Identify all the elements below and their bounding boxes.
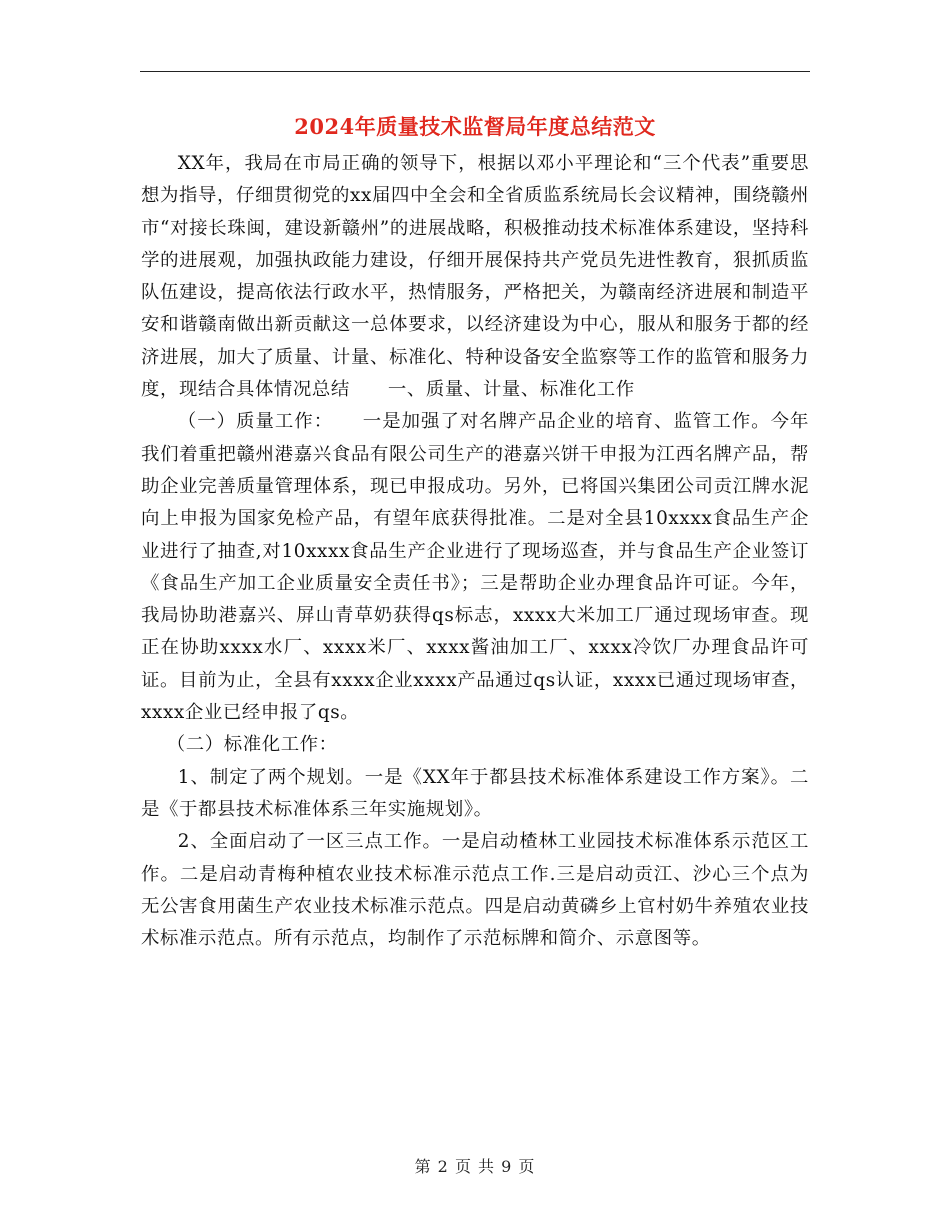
paragraph-two-plans: 1、制定了两个规划。一是《XX年于都县技术标准体系建设工作方案》。二是《于都县技术标准体系三年实施规划》。 <box>141 766 809 820</box>
header-rule <box>140 71 810 72</box>
paragraph-quality-work: （一）质量工作： 一是加强了对名牌产品企业的培育、监管工作。今年我们着重把赣州港嘉兴食品有限公司生产的港嘉兴饼干申报为江西名牌产品，帮助企业完善质量管理体系，现已申报成功。另外，已将国兴集团公司贡江牌水泥向上申报为国家免检产品，有望年底获得批准。二是对全县10xxxx食品生产企业进行了抽查,对10xxxx食品生产企业进行了现场巡查，并与食品生产企业签订《食品生产加工企业质量安全责任书》；三是帮助企业办理食品许可证。今年，我局协助港嘉兴、屏山青草奶获得qs标志，xxxx大米加工厂通过现场审查。现正在协助xxxx水厂、xxxx米厂、xxxx酱油加工厂、xxxx冷饮厂办理食品许可证。目前为止，全县有xxxx企业xxxx产品通过qs认证，xxxx已通过现场审查，xxxx企业已经申报了qs。 <box>141 411 809 724</box>
paragraph-intro: XX年，我局在市局正确的领导下，根据以邓小平理论和“三个代表”重要思想为指导，仔细贯彻党的xx届四中全会和全省质监系统局长会议精神，围绕赣州市“对接长珠闽，建设新赣州”的进展战略，积极推动技术标准体系建设，坚持科学的进展观，加强执政能力建设，仔细开展保持共产党员先进性教育，狠抓质监队伍建设，提高依法行政水平，热情服务，严格把关，为赣南经济进展和制造平安和谐赣南做出新贡献这一总体要求，以经济建设为中心，服从和服务于都的经济进展，加大了质量、计量、标准化、特种设备安全监察等工作的监管和服务力度，现结合具体情况总结 一、质量、计量、标准化工作 <box>141 153 809 401</box>
document-title: 2024年质量技术监督局年度总结范文 <box>294 114 656 139</box>
paragraph-one-zone-three-points: 2、全面启动了一区三点工作。一是启动楂林工业园技术标准体系示范区工作。二是启动青梅种植农业技术标准示范点工作.三是启动贡江、沙心三个点为无公害食用菌生产农业技术标准示范点。四是启动黄磷乡上官村奶牛养殖农业技术标准示范点。所有示范点，均制作了示范标牌和简介、示意图等。 <box>141 831 809 950</box>
document-body <box>141 148 809 955</box>
paragraph-standardization-heading: （二）标准化工作： <box>166 734 338 756</box>
page-number: 第 2 页 共 9 页 <box>414 1157 536 1176</box>
